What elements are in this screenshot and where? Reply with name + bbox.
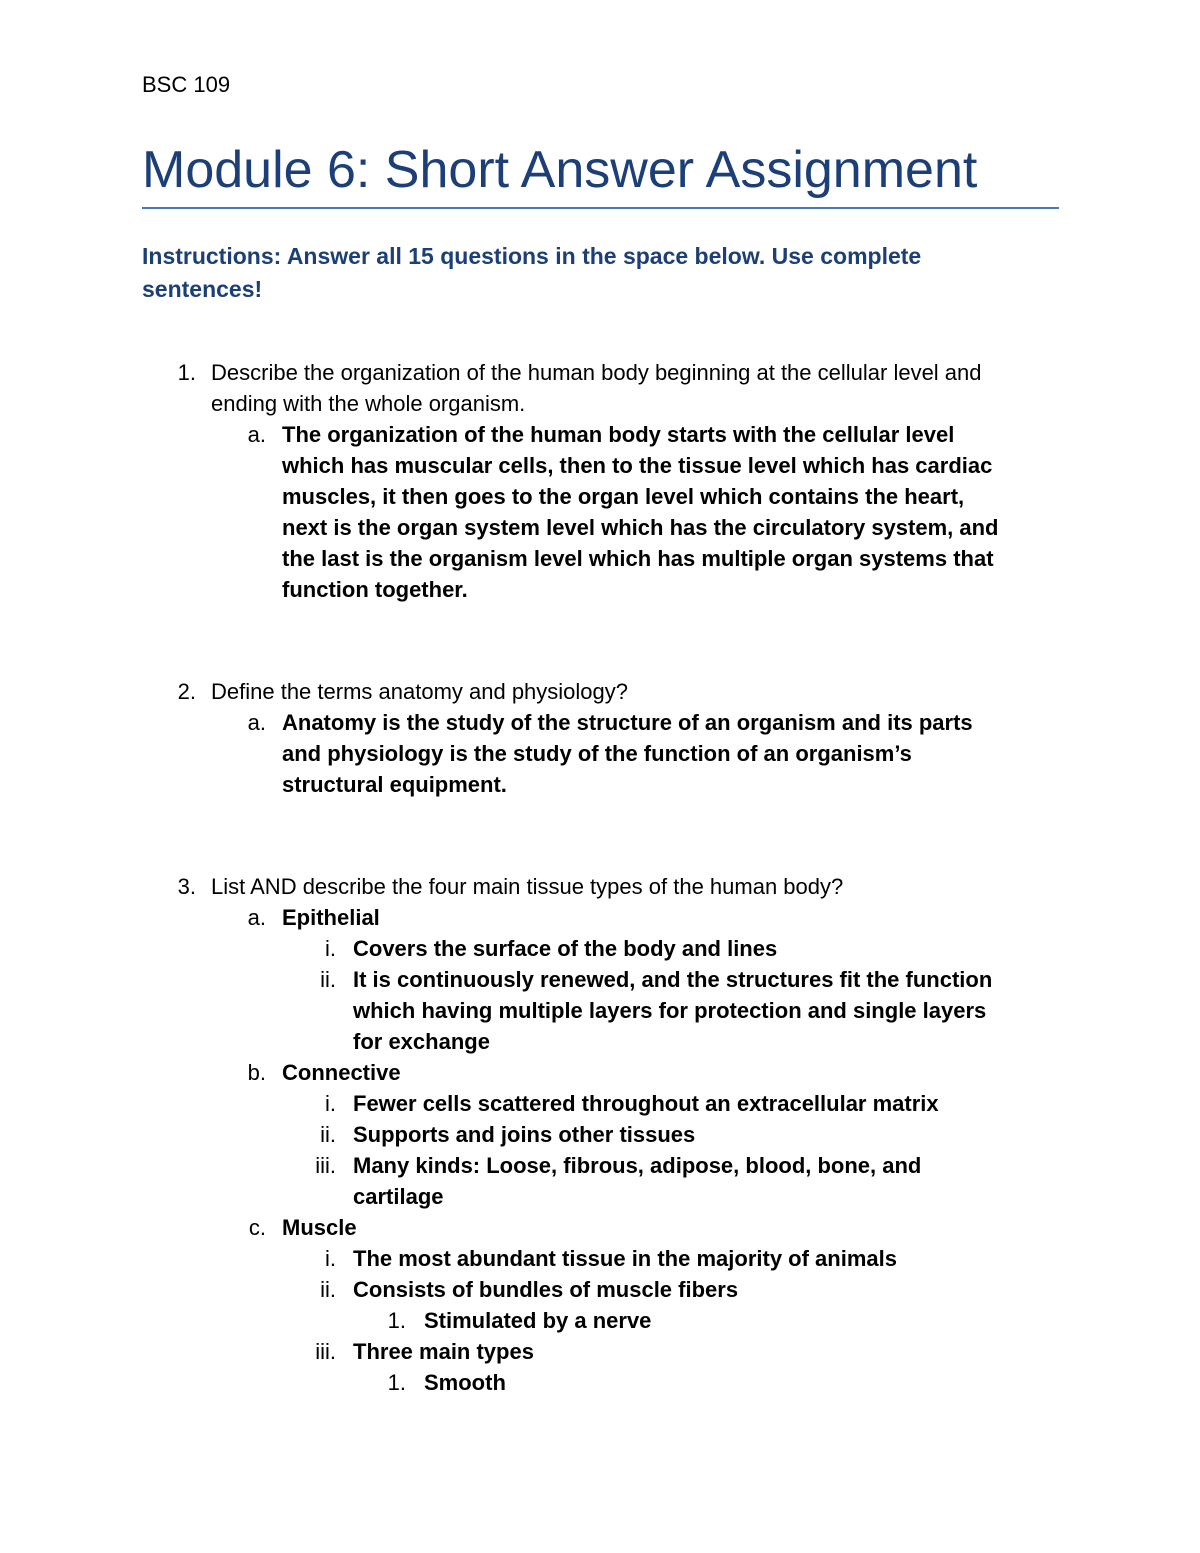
tissue-a-marker: a. [247,905,266,930]
tissue-c-i-text: The most abundant tissue in the majority of animals [353,1246,897,1271]
tissue-b-i-marker: i. [325,1091,336,1116]
answer-2-line-1: Anatomy is the study of the structure of an organism and its parts [282,710,973,735]
answer-2-line-3: structural equipment. [282,772,507,797]
answer-1-line-5: the last is the organism level which has multiple organ systems that [282,546,994,571]
question-3-line: List AND describe the four main tissue types of the human body? [211,874,844,899]
answer-1-line-1: The organization of the human body starts with the cellular level [282,422,955,447]
answer-1-line-3: muscles, it then goes to the organ level which contains the heart, [282,484,965,509]
tissue-a-label: Epithelial [282,905,380,930]
instructions-line-2: sentences! [142,276,263,302]
question-3-number: 3. [177,874,196,899]
tissue-b-marker: b. [247,1060,266,1085]
tissue-c-label: Muscle [282,1215,357,1240]
instructions [142,240,1042,306]
tissue-b-iii-marker: iii. [315,1153,336,1178]
tissue-b-i-text: Fewer cells scattered throughout an extracellular matrix [353,1091,939,1116]
tissue-a-ii-line-2: which having multiple layers for protection and single layers [353,998,987,1023]
question-1-number: 1. [177,360,196,385]
tissue-c-ii-1-text: Stimulated by a nerve [424,1308,652,1333]
question-1-line-2: ending with the whole organism. [211,391,526,416]
question-1-line-1: Describe the organization of the human body beginning at the cellular level and [211,360,982,385]
tissue-a-i-marker: i. [325,936,336,961]
tissue-b-iii-line-2: cartilage [353,1184,444,1209]
question-2-line: Define the terms anatomy and physiology? [211,679,629,704]
tissue-b-ii-text: Supports and joins other tissues [353,1122,696,1147]
answer-2-marker: a. [247,710,266,735]
tissue-c-iii-1-marker: 1. [387,1370,406,1395]
tissue-c-i-marker: i. [325,1246,336,1271]
answer-1-line-4: next is the organ system level which has the circulatory system, and [282,515,999,540]
answer-2-line-2: and physiology is the study of the function of an organism’s [282,741,912,766]
course-code: BSC 109 [142,72,231,97]
tissue-c-ii-1-marker: 1. [387,1308,406,1333]
instructions-line-1: Instructions: Answer all 15 questions in the space below. Use complete [142,243,922,269]
answer-1-line-6: function together. [282,577,468,602]
tissue-a-ii-line-3: for exchange [353,1029,490,1054]
tissue-c-iii-1-text: Smooth [424,1370,506,1395]
tissue-c-iii-marker: iii. [315,1339,336,1364]
title-underline [142,207,1059,209]
tissue-c-ii-marker: ii. [320,1277,336,1302]
tissue-c-marker: c. [248,1215,266,1240]
answer-1-line-2: which has muscular cells, then to the tissue level which has cardiac [282,453,993,478]
tissue-a-ii-marker: ii. [320,967,336,992]
tissue-c-iii-text: Three main types [353,1339,534,1364]
tissue-b-ii-marker: ii. [320,1122,336,1147]
tissue-a-ii-line-1: It is continuously renewed, and the structures fit the function [353,967,993,992]
page-title: Module 6: Short Answer Assignment [142,141,978,199]
tissue-c-ii-text: Consists of bundles of muscle fibers [353,1277,739,1302]
answer-1-marker: a. [247,422,266,447]
tissue-b-label: Connective [282,1060,401,1085]
tissue-a-i-text: Covers the surface of the body and lines [353,936,778,961]
question-2-number: 2. [177,679,196,704]
tissue-b-iii-line-1: Many kinds: Loose, fibrous, adipose, blood, bone, and [353,1153,922,1178]
